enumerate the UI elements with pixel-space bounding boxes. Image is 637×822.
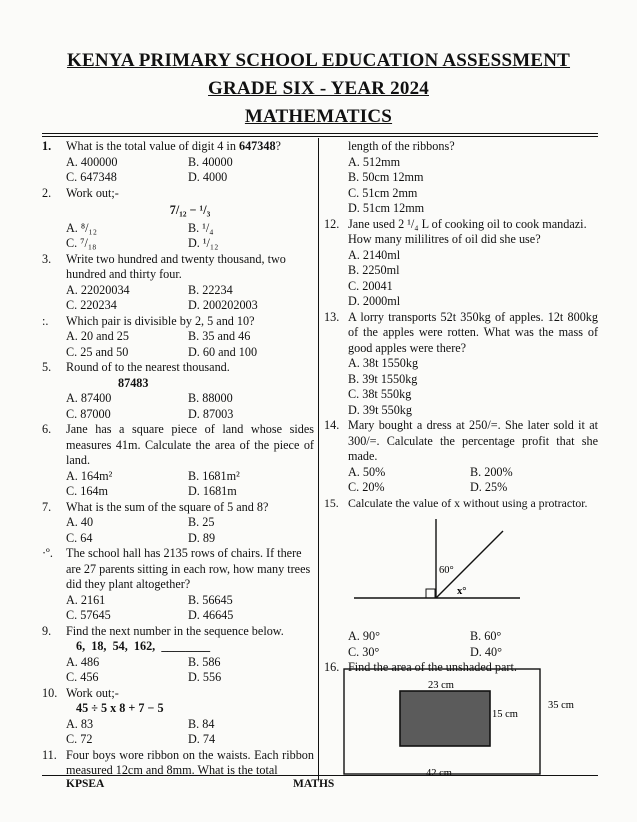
outer-width-label: 42 cm — [426, 768, 452, 778]
option-b[interactable]: B. 35 and 46 — [188, 329, 251, 343]
option-d[interactable]: D. 89 — [188, 530, 216, 545]
question-text: The school hall has 2135 rows of chairs. If there are 27 parents sitting in each row, how many trees did they plant altogether? — [66, 546, 311, 591]
option-b[interactable]: B. 60° — [470, 629, 502, 643]
question-11: 11. Four boys wore ribbon on the waists. Each ribbon measured 12cm and 8mm. What is the total — [42, 747, 314, 777]
question-14: 14. Mary bought a dress at 250/=. She later sold it at 300/=. Calculate the percentage profit that she made. — [324, 418, 598, 463]
footer-center: MATHS — [293, 778, 335, 790]
option-d[interactable]: D. 46645 — [188, 608, 234, 622]
option-d[interactable]: D. 87003 — [188, 406, 234, 421]
option-d[interactable]: D. 60 and 100 — [188, 344, 258, 359]
question-text: Work out;- — [66, 685, 119, 700]
option-a[interactable]: A. 2140ml — [348, 247, 401, 262]
angle-60-label: 60° — [439, 565, 454, 576]
options — [324, 356, 598, 418]
option-b[interactable]: B. 84 — [188, 716, 215, 731]
options — [42, 329, 314, 360]
rectangle-diagram — [340, 664, 600, 778]
question-11-continued: length of the ribbons? — [348, 139, 455, 153]
option-d[interactable]: D. 40° — [470, 644, 502, 659]
option-d[interactable]: D. 39t 550kg — [348, 402, 412, 417]
option-a[interactable]: A. 164m² — [66, 468, 113, 483]
question-text: Round of to the nearest thousand. — [66, 360, 230, 374]
option-c[interactable]: C. 87000 — [66, 406, 111, 421]
option-d[interactable]: D. 4000 — [188, 170, 228, 184]
options — [324, 155, 598, 217]
question-16: 16. Find the area of the unshaded part. — [324, 660, 517, 674]
question-text: Which pair is divisible by 2, 5 and 10? — [66, 313, 255, 328]
option-c[interactable]: C. ⁷/₁₈ — [66, 236, 97, 250]
option-c[interactable]: C. 647348 — [66, 170, 117, 184]
option-b[interactable]: B. 40000 — [188, 154, 233, 169]
question-4: :. Which pair is divisible by 2, 5 and 10? — [42, 313, 255, 328]
options — [324, 248, 598, 310]
question-1: 1. What is the total value of digit 4 in 647348? — [42, 139, 281, 153]
grade-year-title: GRADE SIX - YEAR 2024 — [208, 78, 429, 99]
option-c[interactable]: C. 72 — [66, 732, 93, 746]
question-8: ·º. The school hall has 2135 rows of chairs. If there are 27 parents sitting in each row, how many trees did they plant altogether? — [42, 546, 311, 591]
option-a[interactable]: A. 2161 — [66, 592, 106, 607]
question-2: 2. Work out;- — [42, 185, 119, 200]
option-b[interactable]: B. 56645 — [188, 592, 233, 607]
options — [42, 391, 314, 422]
option-c[interactable]: C. 20041 — [348, 278, 393, 293]
question-10: 10. Work out;- — [42, 685, 119, 700]
option-a[interactable]: A. 87400 — [66, 391, 112, 405]
options — [42, 221, 314, 252]
question-text: What is the sum of the square of 5 and 8? — [66, 499, 269, 514]
number-sequence: 6, 18, 54, 162, ________ — [76, 639, 211, 653]
option-a[interactable]: A. 40 — [66, 515, 94, 529]
option-a[interactable]: A. 486 — [66, 654, 100, 669]
question-5: 5. Round of to the nearest thousand. — [42, 360, 230, 374]
question-15: 15. Calculate the value of x without using a protractor. — [324, 495, 588, 510]
question-text: Find the area of the unshaded part. — [348, 660, 517, 674]
shaded-rectangle — [400, 691, 490, 746]
option-b[interactable]: B. 200% — [470, 464, 513, 479]
option-b[interactable]: B. 25 — [188, 515, 215, 529]
option-a[interactable]: A. 20 and 25 — [66, 329, 129, 343]
right-column — [324, 139, 598, 676]
options — [324, 629, 598, 660]
option-a[interactable]: A. 400000 — [66, 154, 118, 169]
option-b[interactable]: B. 50cm 12mm — [348, 170, 424, 184]
option-c[interactable]: C. 64 — [66, 530, 93, 545]
option-c[interactable]: C. 38t 550kg — [348, 387, 412, 401]
exam-title: KENYA PRIMARY SCHOOL EDUCATION ASSESSMENT — [66, 50, 571, 71]
inner-width-label: 23 cm — [428, 680, 454, 691]
question-text: Four boys wore ribbon on the waists. Each ribbon measured 12cm and 8mm. What is the total — [66, 747, 314, 777]
options — [42, 593, 314, 624]
option-b[interactable]: B. 1681m² — [188, 468, 240, 483]
question-text: Jane used 2 ¹/₄ L of cooking oil to cook mandazi. How many mililitres of oil did she use? — [348, 216, 587, 246]
option-d[interactable]: D. 200202003 — [188, 298, 258, 312]
options — [42, 717, 314, 748]
option-b[interactable]: B. 586 — [188, 654, 221, 669]
option-d[interactable]: D. 51cm 12mm — [348, 201, 425, 215]
question-text: Jane has a square piece of land whose sides measures 41m. Calculate the area of the piece of land. — [66, 422, 314, 467]
option-d[interactable]: D. 1681m — [188, 484, 237, 498]
question-13: 13. A lorry transports 52t 350kg of apples. 12t 800kg of the apples were rotten. What was the mass of good apples were there? — [324, 309, 598, 355]
angle-diagram-svg — [324, 511, 598, 629]
footer-divider — [42, 775, 598, 776]
option-d[interactable]: D. 556 — [188, 670, 222, 684]
option-c[interactable]: C. 25 and 50 — [66, 344, 129, 359]
option-c[interactable]: C. 220234 — [66, 298, 117, 312]
expression: 45 ÷ 5 x 8 + 7 − 5 — [76, 701, 164, 715]
angle-x-label: x° — [457, 586, 467, 597]
question-text: What is the total value of digit 4 in — [66, 139, 239, 153]
column-divider — [318, 138, 319, 780]
question-text: Calculate the value of x without using a protractor. — [348, 495, 588, 510]
option-b[interactable]: B. ¹/₄ — [188, 220, 214, 235]
option-c[interactable]: C. 20% — [348, 480, 385, 494]
question-7: 7. What is the sum of the square of 5 and 8? — [42, 499, 269, 514]
option-b[interactable]: B. 22234 — [188, 282, 233, 297]
options — [42, 155, 314, 186]
option-a[interactable]: A. 90° — [348, 629, 380, 643]
question-9: 9. Find the next number in the sequence below. — [42, 623, 284, 638]
value-to-round: 87483 — [118, 375, 149, 390]
question-text: Find the next number in the sequence below. — [66, 623, 284, 638]
option-d[interactable]: D. ¹/₁₂ — [188, 236, 219, 250]
question-6: 6. Jane has a square piece of land whose sides measures 41m. Calculate the area of the piece of land. — [42, 422, 314, 467]
option-d[interactable]: D. 2000ml — [348, 294, 401, 308]
question-text: Work out;- — [66, 185, 119, 200]
question-text: A lorry transports 52t 350kg of apples. 12t 800kg of the apples were rotten. What was the mass of good apples were there? — [348, 309, 598, 355]
option-c[interactable]: C. 57645 — [66, 608, 111, 622]
option-b[interactable]: B. 39t 1550kg — [348, 371, 418, 386]
question-text: Mary bought a dress at 250/=. She later sold it at 300/=. Calculate the percentage profit that she made. — [348, 418, 598, 463]
footer-left: KPSEA — [66, 778, 105, 790]
option-c[interactable]: C. 30° — [348, 644, 380, 659]
options — [42, 655, 314, 686]
inner-height-label: 15 cm — [492, 709, 518, 720]
subject-title: MATHEMATICS — [244, 106, 393, 127]
options — [42, 283, 314, 314]
option-b[interactable]: B. 2250ml — [348, 263, 400, 277]
option-a[interactable]: A. 38t 1550kg — [348, 356, 419, 370]
option-c[interactable]: C. 51cm 2mm — [348, 185, 418, 200]
options — [324, 465, 598, 496]
option-a[interactable]: A. 512mm — [348, 154, 401, 169]
option-c[interactable]: C. 164m — [66, 484, 108, 498]
left-column — [42, 139, 314, 779]
header-divider — [42, 133, 598, 134]
option-a[interactable]: A. 83 — [66, 716, 94, 731]
right-angle-marker — [426, 589, 435, 598]
option-a[interactable]: A. 50% — [348, 464, 386, 479]
option-d[interactable]: D. 25% — [470, 480, 508, 494]
expression: 7/₁₂ − ¹/₃ — [169, 203, 211, 217]
header-divider-2 — [42, 136, 598, 137]
option-a[interactable]: A. 22020034 — [66, 282, 130, 297]
options — [42, 469, 314, 500]
question-text: Write two hundred and twenty thousand, two hundred and thirty four. — [66, 251, 286, 281]
option-a[interactable]: A. ⁸/₁₂ — [66, 220, 98, 235]
option-c[interactable]: C. 456 — [66, 670, 99, 684]
angle-diagram — [324, 511, 598, 629]
option-b[interactable]: B. 88000 — [188, 391, 233, 405]
option-d[interactable]: D. 74 — [188, 732, 216, 746]
options — [42, 515, 314, 546]
question-number-value: 647348 — [238, 139, 276, 153]
question-12: 12. Jane used 2 ¹/₄ L of cooking oil to cook mandazi. How many mililitres of oil did she use? — [324, 216, 587, 246]
outer-height-label: 35 cm — [548, 700, 574, 711]
question-3: 3. Write two hundred and twenty thousand, two hundred and thirty four. — [42, 251, 286, 281]
